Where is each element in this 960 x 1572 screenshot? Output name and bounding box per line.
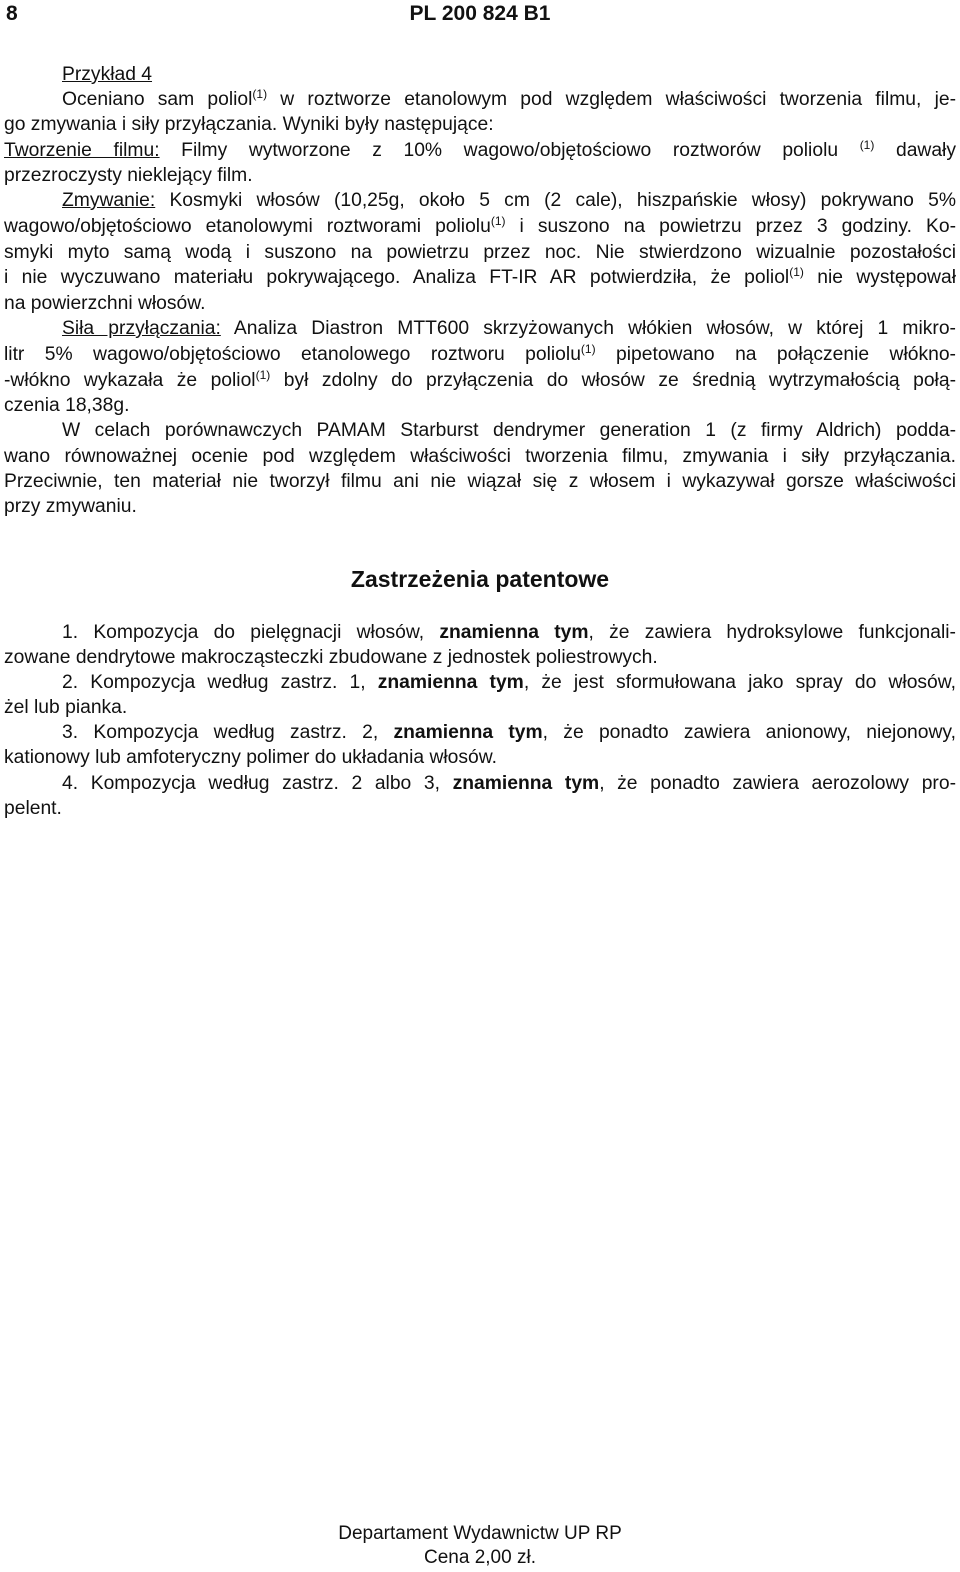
paragraph-line: czenia 18,38g. <box>4 395 130 416</box>
paragraph-line: na powierzchni włosów. <box>4 293 206 314</box>
paragraph-line: W celach porównawczych PAMAM Starburst dendrymer generation 1 (z firmy Aldrich) podda- <box>62 420 956 441</box>
adhesion-label: Siła przyłączania: <box>62 318 221 339</box>
document-id: PL 200 824 B1 <box>409 2 551 25</box>
washing-label: Zmywanie: <box>62 190 156 211</box>
example-title: Przykład 4 <box>62 64 153 85</box>
film-label: Tworzenie filmu: <box>4 140 160 161</box>
paragraph-line: przezroczysty nieklejący film. <box>4 165 253 186</box>
claim-3-cont: kationowy lub amfoteryczny polimer do układania włosów. <box>4 747 497 768</box>
paragraph-line: go zmywania i siły przyłączania. Wyniki były następujące: <box>4 114 494 135</box>
paragraph-line: Siła przyłączania: Analiza Diastron MTT600 skrzyżowanych włókien włosów, w której 1 mikro- <box>62 318 956 339</box>
claims-title: Zastrzeżenia patentowe <box>350 566 610 592</box>
footer-price: Cena 2,00 zł. <box>424 1547 536 1568</box>
paragraph-line: litr 5% wagowo/objętościowo etanolowego roztworu poliolu$^{(1)}$ pipetowano na połączenie włókno- <box>4 342 956 365</box>
paragraph-line: i nie wyczuwano materiału pokrywającego. Analiza FT-IR AR potwierdziła, że poliol$^{(1)}$ nie występował <box>4 265 956 288</box>
claim-4-cont: pelent. <box>4 798 62 819</box>
paragraph-line: Przeciwnie, ten materiał nie tworzył filmu ani nie wiązał się z włosem i wykazywał gorsze właściwości <box>4 471 956 492</box>
claim-3: 3. Kompozycja według zastrz. 2, znamienna tym, że ponadto zawiera anionowy, niejonowy, <box>62 722 956 743</box>
paragraph-line: Zmywanie: Kosmyki włosów (10,25g, około 5 cm (2 cale), hiszpańskie włosy) pokrywano 5% <box>62 190 956 211</box>
page-number: 8 <box>6 2 18 25</box>
paragraph-line: wano równoważnej ocenie pod względem właściwości tworzenia filmu, zmywania i siły przyłączania. <box>4 446 956 467</box>
page-header <box>0 0 960 40</box>
claim-1-cont: zowane dendrytowe makrocząsteczki zbudowane z jednostek poliestrowych. <box>4 647 658 668</box>
footer-publisher: Departament Wydawnictw UP RP <box>338 1523 622 1544</box>
paragraph-line: Oceniano sam poliol$^{(1)}$ w roztworze etanolowym pod względem właściwości tworzenia filmu, je- <box>62 87 957 110</box>
claim-2-cont: żel lub pianka. <box>4 697 128 718</box>
claim-2: 2. Kompozycja według zastrz. 1, znamienna tym, że jest sformułowana jako spray do włosów, <box>62 672 957 693</box>
paragraph-line: -włókno wykazała że poliol$^{(1)}$ był zdolny do przyłączenia do włosów ze średnią wytrzymałością połą- <box>4 368 956 391</box>
claim-4: 4. Kompozycja według zastrz. 2 albo 3, znamienna tym, że ponadto zawiera aerozolowy pro- <box>62 773 956 794</box>
claim-1: 1. Kompozycja do pielęgnacji włosów, znamienna tym, że zawiera hydroksylowe funkcjonali- <box>62 622 956 643</box>
paragraph-line: przy zmywaniu. <box>4 496 137 517</box>
paragraph-line: smyki myto samą wodą i suszono na powietrzu przez noc. Nie stwierdzono wizualnie pozostałości <box>4 242 956 263</box>
paragraph-line: Tworzenie filmu: Filmy wytworzone z 10% wagowo/objętościowo roztworów poliolu $^{(1)}$ dawały <box>4 138 956 161</box>
paragraph-line: wagowo/objętościowo etanolowymi roztworami poliolu$^{(1)}$ i suszono na powietrzu przez 3 godziny. Ko- <box>4 214 956 237</box>
